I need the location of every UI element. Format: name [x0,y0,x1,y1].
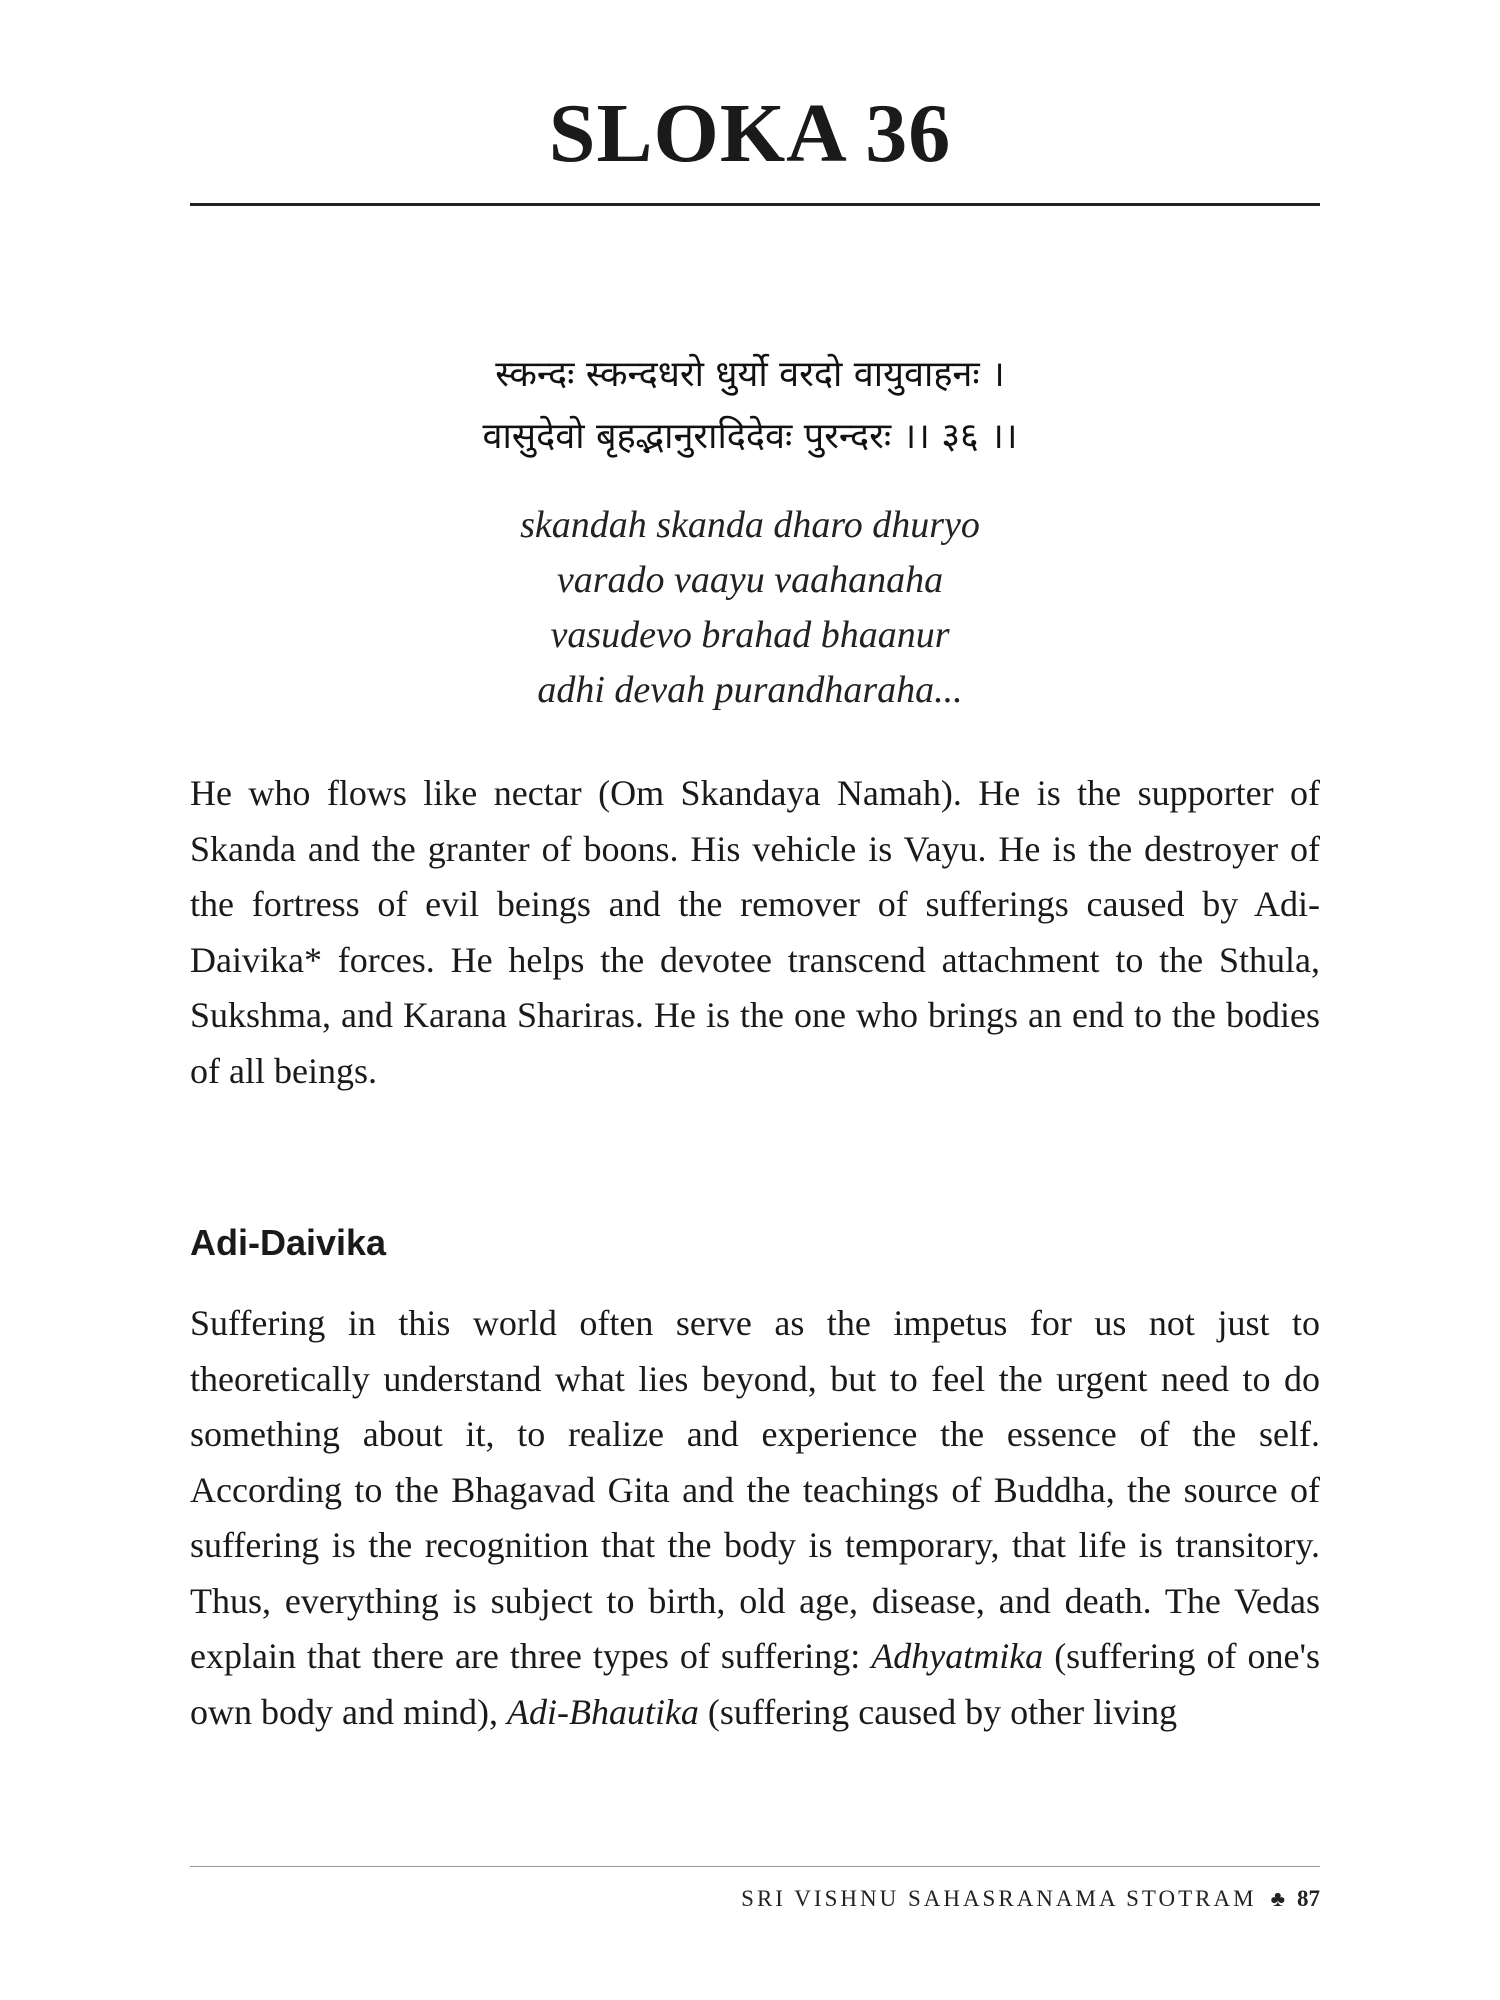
transliteration-line: vasudevo brahad bhaanur [550,614,950,656]
sanskrit-line: स्कन्दः स्कन्दधरो धुर्यो वरदो वायुवाहनः । [495,354,1005,395]
body-paragraph-1: He who flows like nectar (Om Skandaya Namah). He is the supporter of Skanda and the granter of boons. His vehicle is Vayu. He is the destroyer of the fortress of evil beings and the remover of sufferings caused by Adi-Daivika* forces. He helps the devotee transcend attachment to the Sthula, Sukshma, and Karana Shariras. He is the one who brings an end to the bodies of all beings. [190,773,1320,1091]
title-divider [190,203,1320,206]
section-heading: Adi-Daivika [190,1222,387,1263]
book-title: SRI VISHNU SAHASRANAMA STOTRAM [741,1886,1257,1911]
term-adi-bhautika: Adi-Bhautika [506,1691,699,1732]
transliteration [0,498,1500,718]
sanskrit-verse [0,344,1500,468]
transliteration-line: adhi devah purandharaha... [537,669,963,711]
term-adhyatmika: Adhyatmika [871,1636,1044,1676]
body-paragraph-2 [190,1296,1320,1740]
paragraph-text: (suffering of one's own body and mind), [190,1636,1320,1732]
running-footer [741,1886,1320,1912]
transliteration-line: skandah skanda dharo dhuryo [520,504,980,546]
sanskrit-line: वासुदेवो बृहद्भानुरादिदेवः पुरन्दरः ।। ३६ ।। [482,416,1018,457]
page-number: 87 [1297,1886,1320,1911]
club-ornament-icon: ♣ [1270,1886,1285,1911]
page-title: SLOKA 36 [548,87,952,180]
paragraph-text: Suffering in this world often serve as the impetus for us not just to theoretically understand what lies beyond, but to feel the urgent need to do something about it, to realize and experience the essence of the self. According to the Bhagavad Gita and the teachings of Buddha, the source of suffering is the recognition that the body is temporary, that life is transitory. Thus, everything is subject to birth, old age, disease, and death. The Vedas explain that there are three types of suffering: [190,1303,1320,1676]
paragraph-text: (suffering caused by other living [698,1691,1178,1732]
transliteration-line: varado vaayu vaahanaha [556,559,944,601]
footer-divider [190,1866,1320,1867]
